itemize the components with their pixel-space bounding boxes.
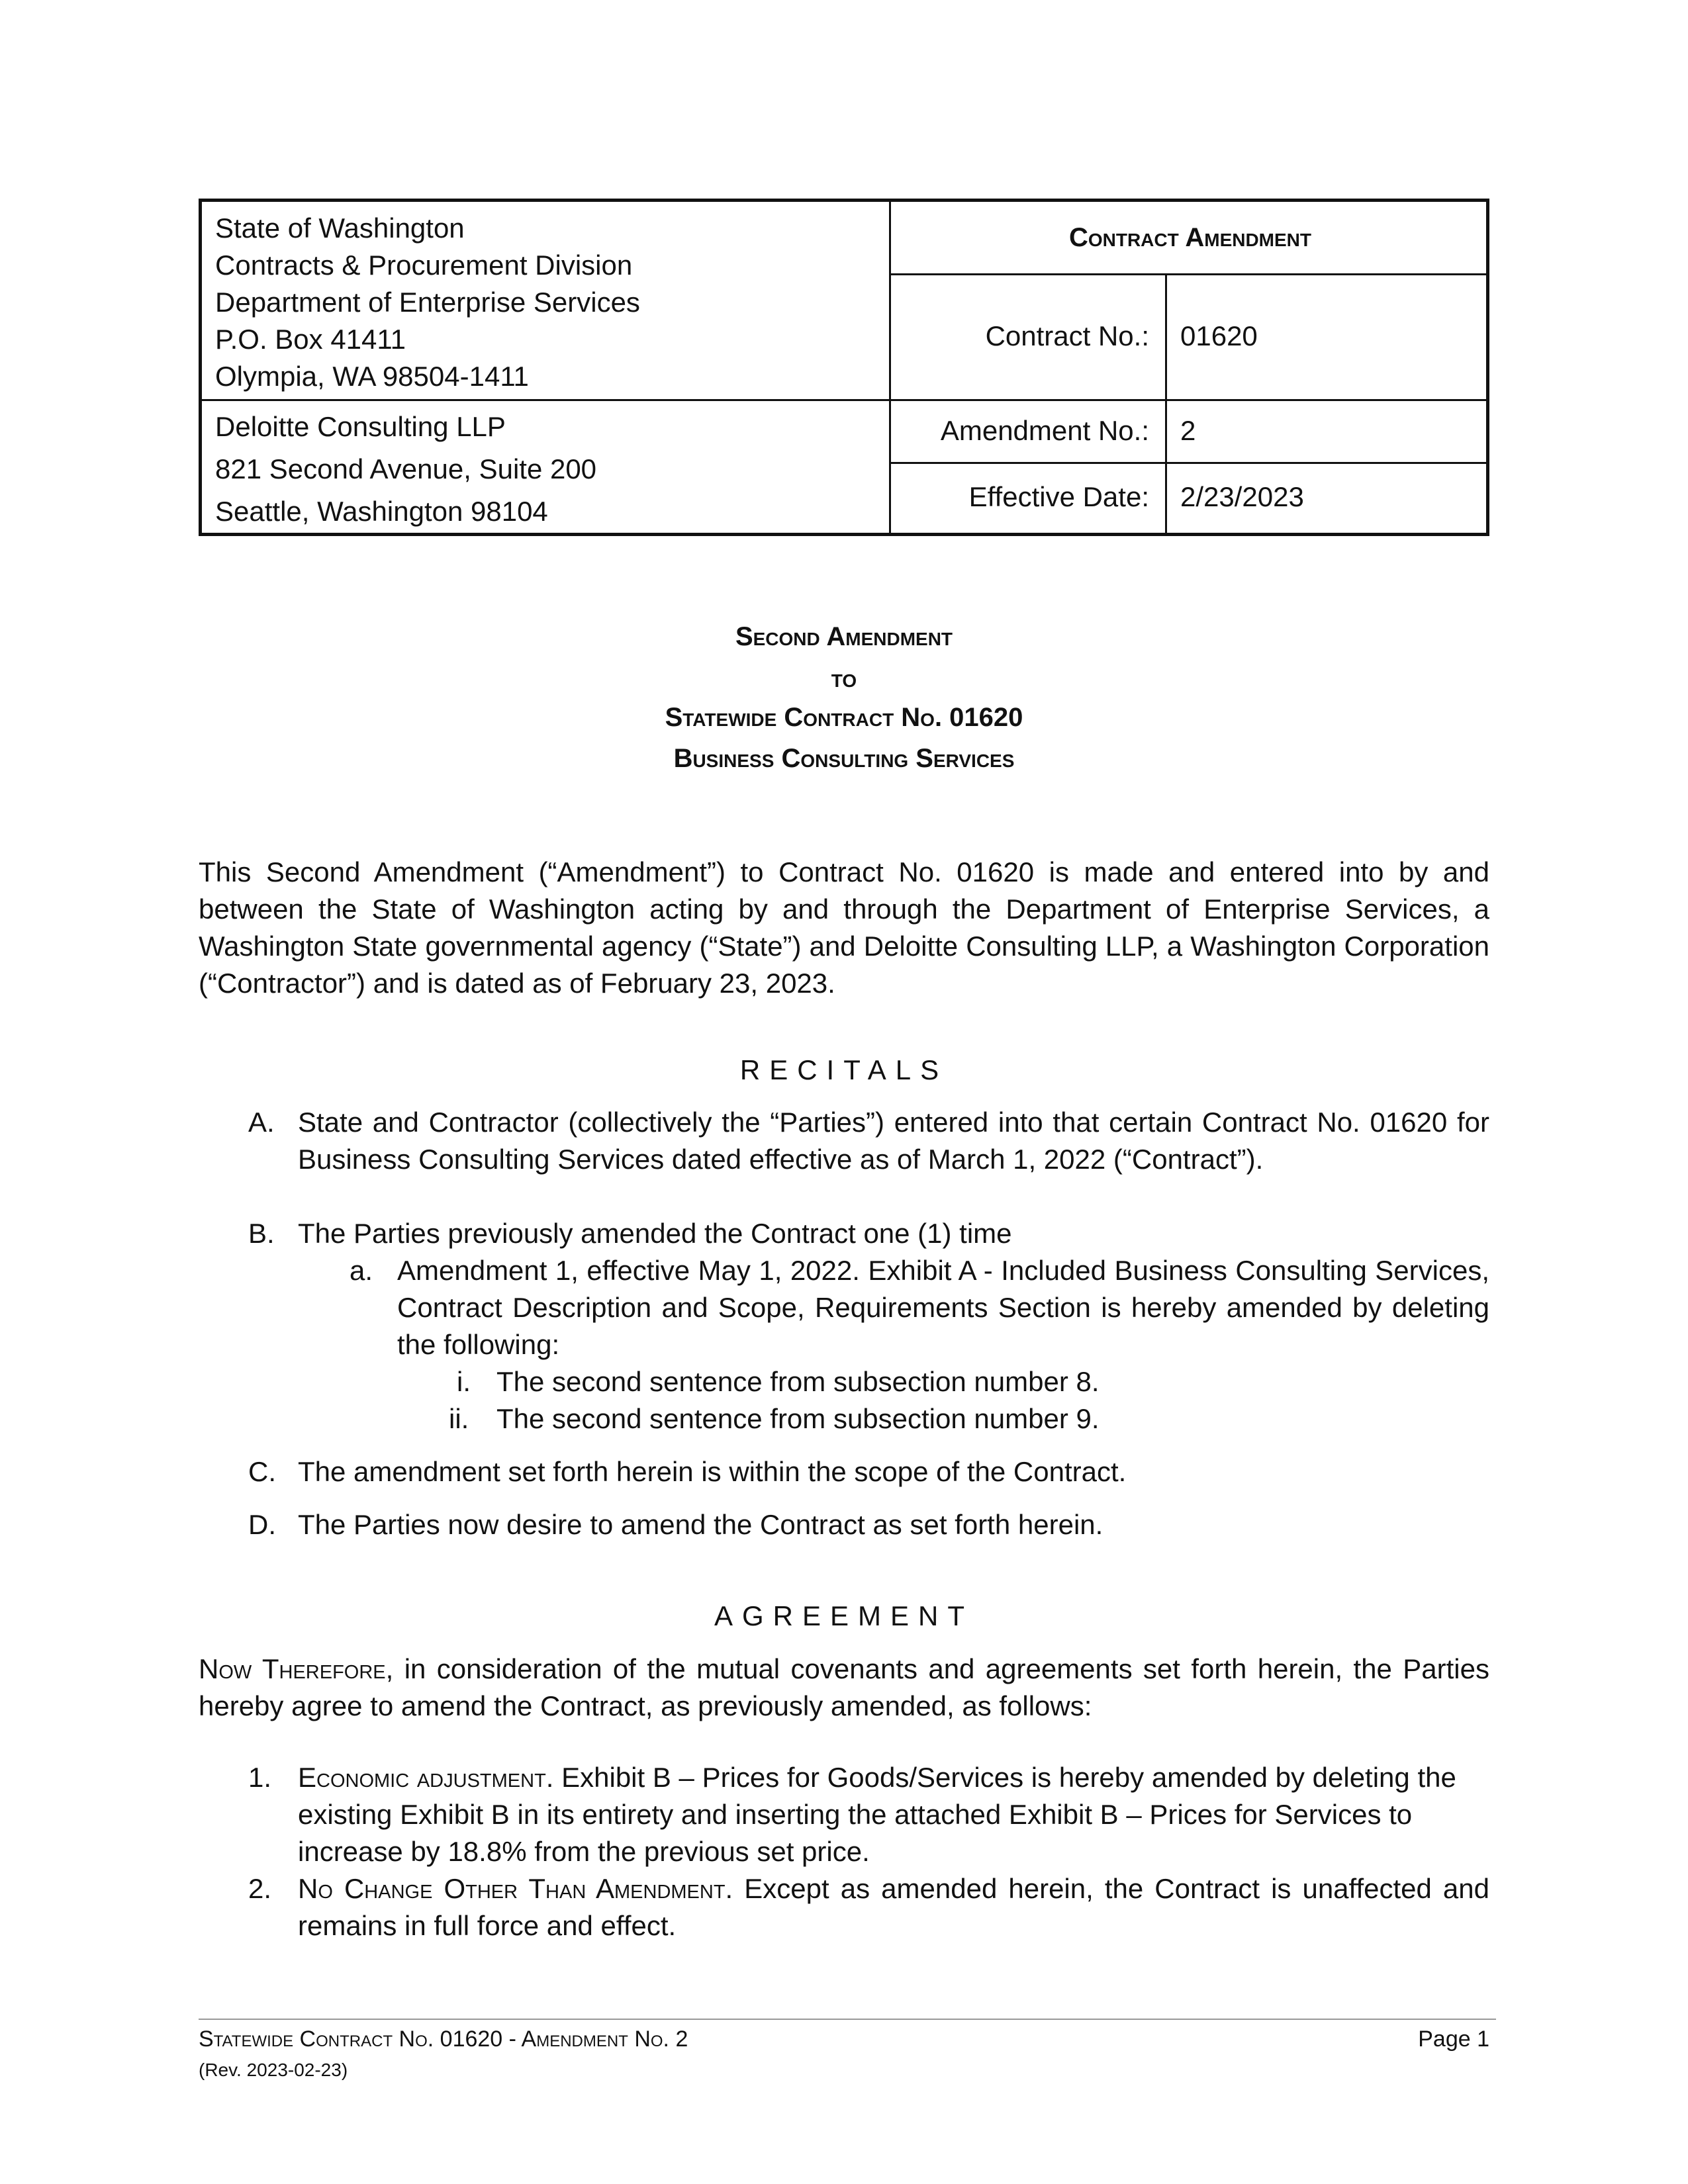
state-address — [215, 210, 640, 395]
contractor-line: Seattle, Washington 98104 — [215, 496, 548, 527]
recital-ba-mark: a. — [350, 1255, 373, 1286]
recital-a: State and Contractor (collectively the “Parties”) entered into that certain Contract No. 01620 for Business Consulting Services dated effective as of March 1, 2022 (“Contract”). — [298, 1107, 1489, 1175]
agreement-heading: AGREEMENT — [714, 1600, 974, 1631]
item-1-mark: 1. — [248, 1762, 272, 1793]
recital-b: The Parties previously amended the Contract one (1) time — [298, 1218, 1012, 1249]
recital-a-mark: A. — [248, 1107, 275, 1138]
contract-no-label: Contract No.: — [985, 320, 1149, 351]
state-line: State of Washington — [215, 212, 465, 244]
form-title: Contract Amendment — [1068, 223, 1312, 252]
footer-title: Statewide Contract No. 01620 - Amendment No. 2 — [199, 2026, 688, 2052]
item-2-mark: 2. — [248, 1873, 272, 1904]
amendment-no-value: 2 — [1180, 415, 1196, 446]
recital-ba: Amendment 1, effective May 1, 2022. Exhibit A - Included Business Consulting Services, Contract Description and Scope, Requirements Section is hereby amended by deleting the following: — [397, 1255, 1489, 1360]
effective-date-label: Effective Date: — [968, 481, 1149, 512]
item-1-text: Exhibit B – Prices for Goods/Services is hereby amended by deleting the existing Exhibit B in its entirety and inserting the attached Exhibit B – Prices for Services to increase by 18.8% from the previous set price. — [298, 1762, 1456, 1867]
divider — [889, 462, 1486, 464]
recital-c: The amendment set forth herein is within the scope of the Contract. — [298, 1456, 1127, 1487]
title-line-2: to — [831, 664, 857, 693]
title-line-3: Statewide Contract No. 01620 — [665, 703, 1023, 732]
header-table — [199, 199, 1489, 536]
agreement-lead — [199, 1651, 1489, 1725]
item-2-text: Except as amended herein, the Contract is unaffected and remains in full force and effect. — [298, 1873, 1489, 1941]
divider — [889, 273, 1486, 275]
recital-baii-mark: ii. — [449, 1403, 469, 1434]
contract-no-value: 01620 — [1180, 320, 1258, 351]
recital-d-mark: D. — [248, 1509, 276, 1540]
state-line: Contracts & Procurement Division — [215, 250, 633, 281]
divider — [202, 399, 1486, 401]
title-line-1: Second Amendment — [735, 622, 953, 651]
divider — [1165, 275, 1167, 533]
recital-d: The Parties now desire to amend the Contract as set forth herein. — [298, 1509, 1103, 1540]
recital-bai: The second sentence from subsection number 8. — [496, 1366, 1100, 1397]
lead-text: , in consideration of the mutual covenants and agreements set forth herein, the Parties hereby agree to amend the Contract, as previously amended, as follows: — [199, 1653, 1489, 1721]
state-line: Olympia, WA 98504-1411 — [215, 361, 529, 392]
state-line: Department of Enterprise Services — [215, 287, 640, 318]
amendment-no-label: Amendment No.: — [940, 415, 1149, 446]
footer-revision: (Rev. 2023-02-23) — [199, 2060, 348, 2080]
item-1-caps: Economic adjustment. — [298, 1762, 554, 1793]
contractor-line: Deloitte Consulting LLP — [215, 411, 506, 442]
lead-caps: Now Therefore — [199, 1653, 386, 1684]
effective-date-value: 2/23/2023 — [1180, 481, 1304, 512]
state-line: P.O. Box 41411 — [215, 324, 406, 355]
intro-paragraph: This Second Amendment (“Amendment”) to Contract No. 01620 is made and entered into by and between the State of Washington acting by and through the Department of Enterprise Services, a Washington State governmental agency (“State”) and Deloitte Consulting LLP, a Washington Corporation (“Contractor”) and is dated as of February 23, 2023. — [199, 856, 1489, 999]
footer-rule — [199, 2019, 1496, 2020]
recital-baii: The second sentence from subsection number 9. — [496, 1403, 1100, 1434]
contractor-line: 821 Second Avenue, Suite 200 — [215, 453, 597, 484]
item-2 — [298, 1870, 1489, 1944]
title-line-4: Business Consulting Services — [673, 744, 1015, 773]
contractor-address — [215, 406, 596, 533]
footer-page-number: Page 1 — [1418, 2026, 1489, 2052]
recitals-heading: RECITALS — [739, 1054, 949, 1085]
recital-bai-mark: i. — [457, 1366, 471, 1397]
item-2-caps: No Change Other Than Amendment. — [298, 1873, 733, 1904]
recital-b-mark: B. — [248, 1218, 275, 1249]
item-1 — [298, 1759, 1470, 1870]
recital-c-mark: C. — [248, 1456, 276, 1487]
